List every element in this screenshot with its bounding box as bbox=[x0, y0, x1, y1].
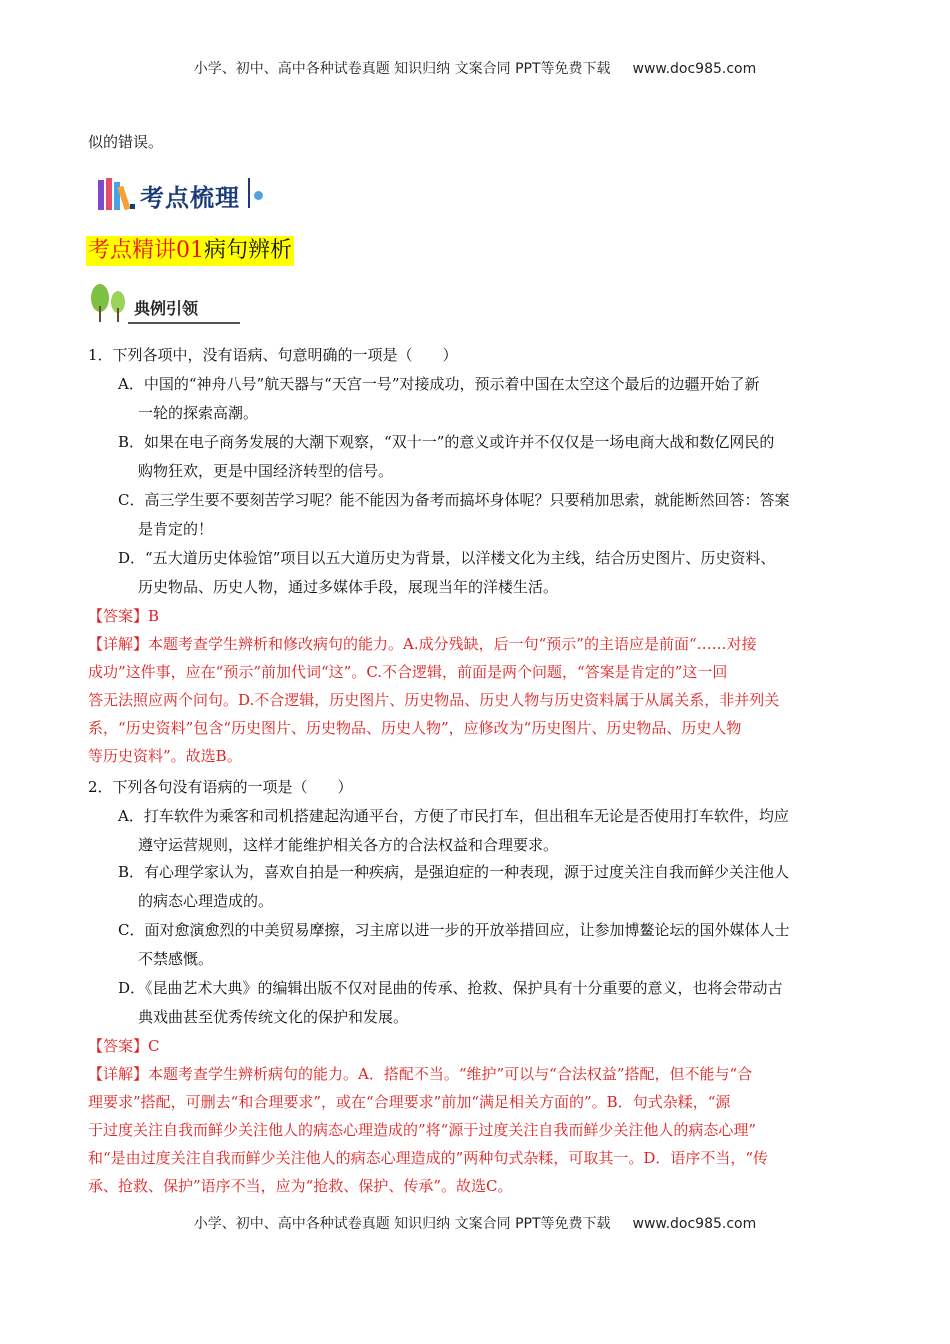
detail-line: 承、抢救、保护”语序不当，应为“抢救、保护、传承”。故选C。 bbox=[88, 1177, 513, 1195]
option-a-cont: 一轮的探索高潮。 bbox=[138, 404, 259, 422]
detail-line: 【详解】本题考查学生辨析病句的能力。A．搭配不当。“维护”可以与“合法权益”搭配，但不能与“合 bbox=[88, 1065, 753, 1083]
option-b: B．有心理学家认为，喜欢自拍是一种疾病，是强迫症的一种表现，源于过度关注自我而鲜少关注他人 bbox=[118, 863, 790, 881]
detail-line: 和“是由过度关注自我而鲜少关注他人的病态心理造成的”两种句式杂糅，可取其一。D．语序不当，“传 bbox=[88, 1149, 769, 1167]
option-a: A．中国的“神舟八号”航天器与“天宫一号”对接成功，预示着中国在太空这个最后的边疆开始了新 bbox=[118, 375, 760, 393]
option-a: A．打车软件为乘客和司机搭建起沟通平台，方便了市民打车，但出租车无论是否使用打车软件，均应 bbox=[118, 807, 789, 825]
option-b-cont: 的病态心理造成的。 bbox=[138, 892, 274, 910]
banner-dot bbox=[254, 191, 263, 200]
detail-line: 于过度关注自我而鲜少关注他人的病态心理造成的”将“源于过度关注自我而鲜少关注他人的病态心理” bbox=[88, 1121, 757, 1139]
question-stem: 1．下列各项中，没有语病、句意明确的一项是（ ） bbox=[88, 346, 458, 364]
option-c: C．面对愈演愈烈的中美贸易摩擦，习主席以进一步的开放举措回应，让参加博鳌论坛的国外媒体人士 bbox=[118, 921, 790, 939]
option-c-cont: 不禁感慨。 bbox=[138, 950, 214, 968]
section-heading-red: 考点精讲01 bbox=[88, 238, 204, 263]
detail-line: 【详解】本题考查学生辨析和修改病句的能力。A.成分残缺，后一句“预示”的主语应是前面“……对接 bbox=[88, 635, 757, 653]
footer-text: 小学、初中、高中各种试卷真题 知识归纳 文案合同 PPT等免费下载 bbox=[193, 1216, 611, 1232]
option-d: D．“五大道历史体验馆”项目以五大道历史为背景，以洋楼文化为主线，结合历史图片、历史资料、 bbox=[118, 549, 776, 567]
banner-title: 考点梳理 bbox=[140, 184, 240, 212]
detail-line: 系，“历史资料”包含“历史图片、历史物品、历史人物”，应修改为“历史图片、历史物品、历史人物 bbox=[88, 719, 742, 737]
option-c: C．高三学生要不要刻苦学习呢？能不能因为备考而搞坏身体呢？只要稍加思索，就能断然回答：答案 bbox=[118, 491, 790, 509]
answer: 【答案】C bbox=[88, 1037, 160, 1055]
header-site[interactable]: www.doc985.com bbox=[632, 61, 757, 77]
question-stem: 2．下列各句没有语病的一项是（ ） bbox=[88, 778, 353, 796]
answer: 【答案】B bbox=[88, 607, 160, 625]
option-c-cont: 是肯定的！ bbox=[138, 520, 214, 538]
option-a-cont: 遵守运营规则，这样才能维护相关各方的合法权益和合理要求。 bbox=[138, 836, 559, 854]
page-footer bbox=[0, 1213, 950, 1233]
header-text: 小学、初中、高中各种试卷真题 知识归纳 文案合同 PPT等免费下载 bbox=[193, 61, 611, 77]
intro-tail: 似的错误。 bbox=[88, 133, 164, 151]
tree-icon bbox=[88, 282, 132, 324]
detail-line: 理要求”搭配，可删去“和合理要求”，或在“合理要求”前加“满足相关方面的”。B．句式杂糅，“源 bbox=[88, 1093, 731, 1111]
option-d-cont: 历史物品、历史人物，通过多媒体手段，展现当年的洋楼生活。 bbox=[138, 578, 559, 596]
section-heading-black: 病句辨析 bbox=[204, 238, 293, 263]
footer-site[interactable]: www.doc985.com bbox=[632, 1216, 757, 1232]
banner-underline bbox=[128, 322, 240, 324]
books-icon bbox=[96, 176, 136, 212]
banner-cursor-bar bbox=[248, 178, 250, 208]
option-d: D．《昆曲艺术大典》的编辑出版不仅对昆曲的传承、抢救、保护具有十分重要的意义，也将会带动古 bbox=[118, 979, 783, 997]
kaodian-shuli-banner bbox=[96, 172, 276, 214]
option-d-cont: 典戏曲甚至优秀传统文化的保护和发展。 bbox=[138, 1008, 409, 1026]
dianli-yinling-banner bbox=[88, 282, 238, 326]
page-header bbox=[0, 58, 950, 78]
option-b-cont: 购物狂欢，更是中国经济转型的信号。 bbox=[138, 462, 394, 480]
section-heading bbox=[86, 236, 294, 266]
detail-line: 等历史资料”。故选B。 bbox=[88, 747, 242, 765]
detail-line: 答无法照应两个问句。D.不合逻辑，历史图片、历史物品、历史人物与历史资料属于从属关系，非并列关 bbox=[88, 691, 780, 709]
option-b: B．如果在电子商务发展的大潮下观察，“双十一”的意义或许并不仅仅是一场电商大战和数亿网民的 bbox=[118, 433, 775, 451]
detail-line: 成功”这件事，应在“预示”前加代词“这”。C.不合逻辑，前面是两个问题，“答案是肯定的”这一回 bbox=[88, 663, 728, 681]
banner-label: 典例引领 bbox=[134, 299, 199, 318]
